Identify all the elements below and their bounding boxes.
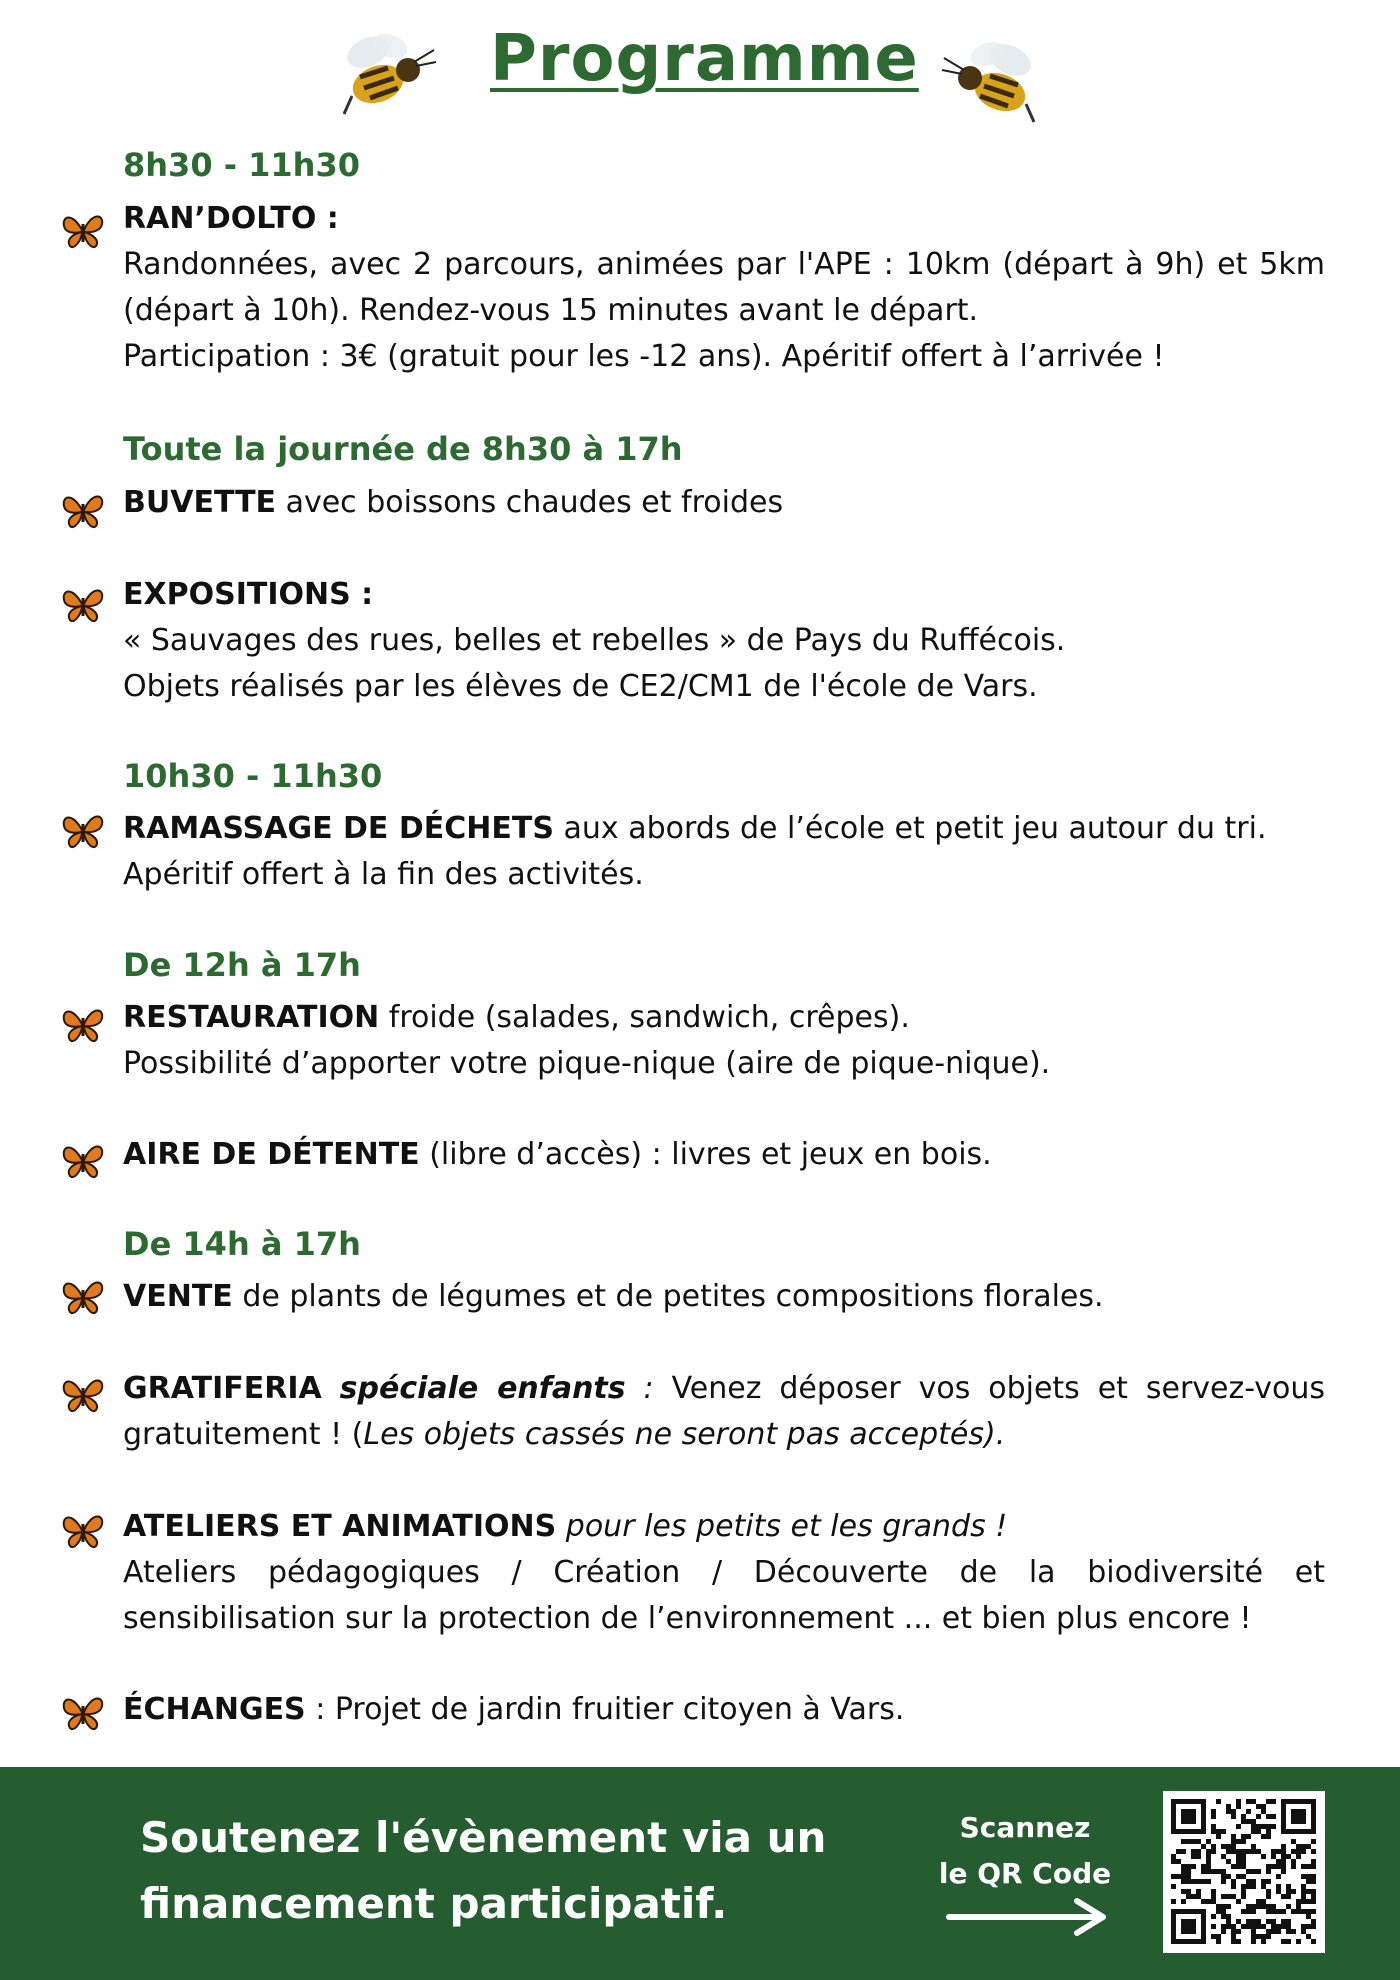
entry-title: ÉCHANGES [123,1692,306,1727]
bee-icon [330,22,440,122]
entry-ateliers [123,1504,1325,1642]
entry-emphasis: pour les petits et les grands ! [556,1509,1008,1544]
entry-title: BUVETTE [123,485,277,520]
qr-code[interactable] [1163,1791,1325,1953]
entry-text: Objets réalisés par les élèves de CE2/CM1 de l'école de Vars. [123,669,1038,704]
entry-text: Randonnées, avec 2 parcours, animées par l'APE : 10km (départ à 9h) et 5km (départ à 10h). Rendez-vous 15 minutes avant le départ. [123,247,1325,328]
entry-gratiferia [123,1366,1325,1458]
time-slot: De 12h à 17h [123,946,361,984]
entry-title: RESTAURATION [123,1000,380,1035]
butterfly-icon [62,1276,104,1318]
butterfly-icon [62,1004,104,1046]
entry-title: RAMASSAGE DE DÉCHETS [123,811,554,846]
entry-expositions [123,572,1325,710]
butterfly-icon [62,490,104,532]
footer-banner [0,1767,1400,1980]
butterfly-icon [62,1140,104,1182]
entry-title: RAN’DOLTO : [123,201,339,236]
entry-text: Ateliers pédagogiques / Création / Découverte de la biodiversité et sensibilisation sur la protection de l’environnement ... et bien plus encore ! [123,1555,1325,1636]
butterfly-icon [62,810,104,852]
entry-vente [123,1274,1325,1320]
scan-text: le QR Code [938,1857,1112,1890]
entry-text: Participation : 3€ (gratuit pour les -12 ans). Apéritif offert à l’arrivée ! [123,339,1165,374]
scan-instruction [930,1805,1120,1897]
header [0,0,1400,130]
butterfly-icon [62,210,104,252]
butterfly-icon [62,1692,104,1734]
entry-text: Venez déposer vos objets et servez-vous gratuitement ! ( [123,1371,1326,1452]
crowdfunding-message: Soutenez l'évènement via un financement participatif. [140,1813,827,1928]
entry-emphasis: : [625,1371,654,1406]
entry-emphasis: spéciale enfants [339,1371,626,1406]
arrow-right-icon [945,1897,1115,1937]
entry-emphasis: Les objets cassés ne seront pas acceptés). [363,1417,1006,1452]
scan-text: Scannez [959,1811,1091,1844]
entry-text: « Sauvages des rues, belles et rebelles » de Pays du Ruffécois. [123,623,1066,658]
entry-title: VENTE [123,1279,233,1314]
time-slot: 8h30 - 11h30 [123,146,360,184]
page-title: Programme [490,22,919,96]
entry-text: (libre d’accès) : livres et jeux en bois. [419,1137,992,1172]
entry-text: : Projet de jardin fruitier citoyen à Vars. [305,1692,905,1727]
entry-text: aux abords de l’école et petit jeu autour du tri. [553,811,1267,846]
bee-icon [938,30,1048,130]
entry-randolto [123,196,1325,380]
entry-text: avec boissons chaudes et froides [276,485,784,520]
entry-detente [123,1132,1325,1178]
butterfly-icon [62,1374,104,1416]
time-slot: Toute la journée de 8h30 à 17h [123,430,683,468]
entry-title: ATELIERS ET ANIMATIONS [123,1509,557,1544]
entry-title: GRATIFERIA [123,1371,322,1406]
butterfly-icon [62,1510,104,1552]
entry-restauration [123,995,1325,1087]
entry-text: de plants de légumes et de petites compositions florales. [232,1279,1104,1314]
entry-text: froide (salades, sandwich, crêpes). [379,1000,910,1035]
entry-text: Possibilité d’apporter votre pique-nique (aire de pique-nique). [123,1046,1051,1081]
time-slot: De 14h à 17h [123,1225,361,1263]
entry-title: AIRE DE DÉTENTE [123,1137,420,1172]
butterfly-icon [62,584,104,626]
entry-text: Apéritif offert à la fin des activités. [123,857,644,892]
time-slot: 10h30 - 11h30 [123,757,383,795]
entry-echanges [123,1687,1325,1733]
entry-title: EXPOSITIONS : [123,577,374,612]
entry-buvette [123,480,1325,526]
entry-ramassage [123,806,1325,898]
